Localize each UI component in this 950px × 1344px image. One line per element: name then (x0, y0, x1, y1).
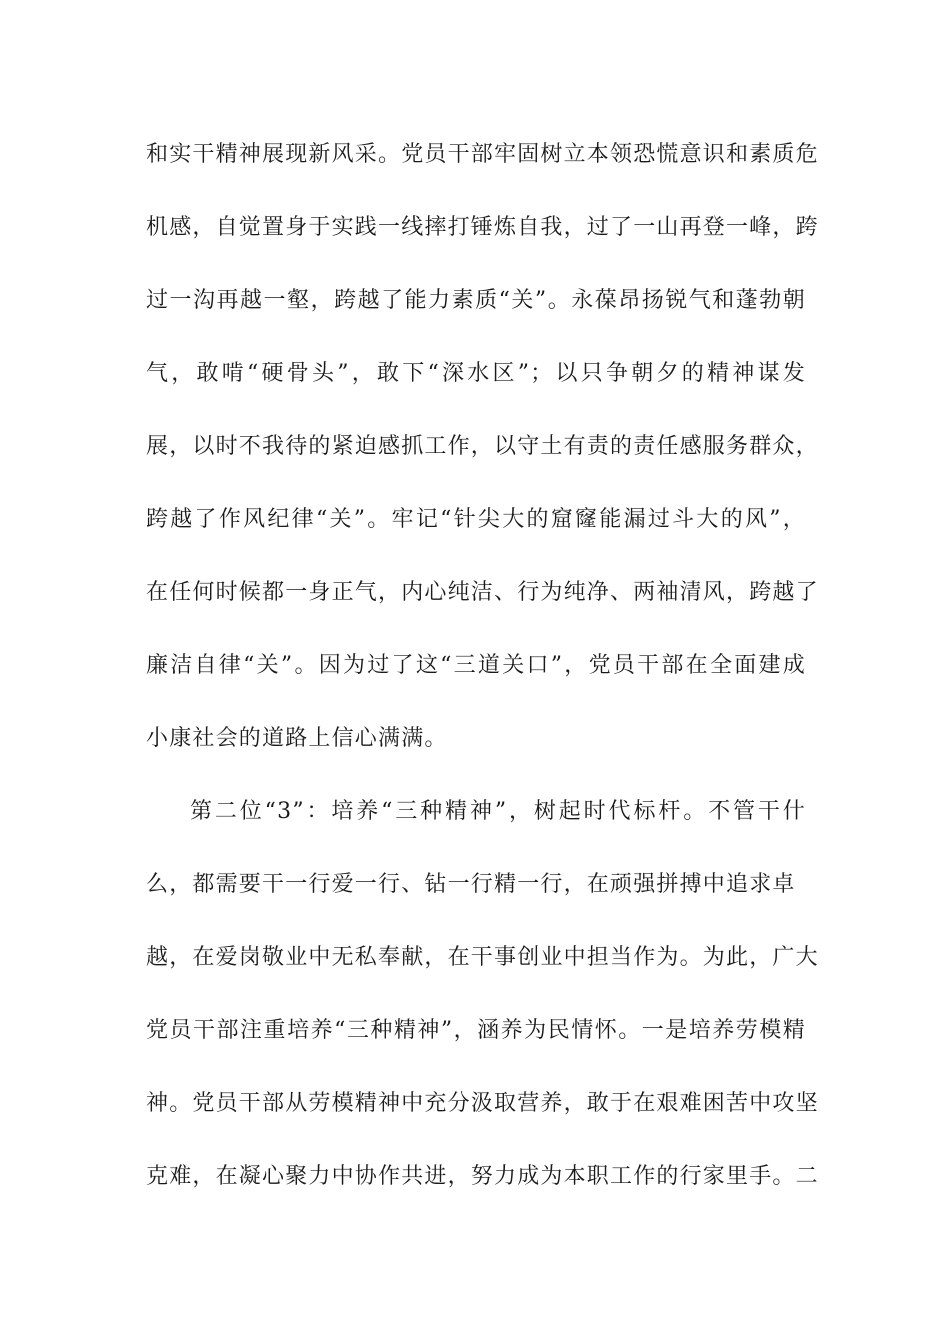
text-line: 在任何时候都一身正气，内心纯洁、行为纯净、两袖清风，跨越了 (146, 580, 819, 605)
text-line: 展，以时不我待的紧迫感抓工作，以守土有责的责任感服务群众， (146, 434, 819, 459)
body-text (146, 125, 819, 1220)
text-line: 气，敢啃“硬骨头”，敢下“深水区”；以只争朝夕的精神谋发 (146, 361, 806, 386)
paragraph-start-line: 第二位“3”：培养“三种精神”，树起时代标杆。不管干什 (190, 799, 806, 824)
paragraph-end-line: 小康社会的道路上信心满满。 (146, 726, 448, 751)
text-line: 廉洁自律“关”。因为过了这“三道关口”，党员干部在全面建成 (146, 653, 806, 678)
text-line: 克难，在凝心聚力中协作共进，努力成为本职工作的行家里手。二 (146, 1164, 819, 1189)
text-line: 党员干部注重培养“三种精神”，涵养为民情怀。一是培养劳模精 (146, 1018, 806, 1043)
text-line: 机感，自觉置身于实践一线摔打锤炼自我，过了一山再登一峰，跨 (146, 215, 819, 240)
text-line: 过一沟再越一壑，跨越了能力素质“关”。永葆昂扬锐气和蓬勃朝 (146, 288, 806, 313)
text-line: 跨越了作风纪律“关”。牢记“针尖大的窟窿能漏过斗大的风”， (146, 507, 806, 532)
text-line: 么，都需要干一行爱一行、钻一行精一行，在顽强拼搏中追求卓 (146, 872, 796, 897)
text-line: 神。党员干部从劳模精神中充分汲取营养，敢于在艰难困苦中攻坚 (146, 1091, 819, 1116)
text-line: 和实干精神展现新风采。党员干部牢固树立本领恐慌意识和素质危 (146, 142, 819, 167)
text-line: 越，在爱岗敬业中无私奉献，在干事创业中担当作为。为此，广大 (146, 945, 819, 970)
